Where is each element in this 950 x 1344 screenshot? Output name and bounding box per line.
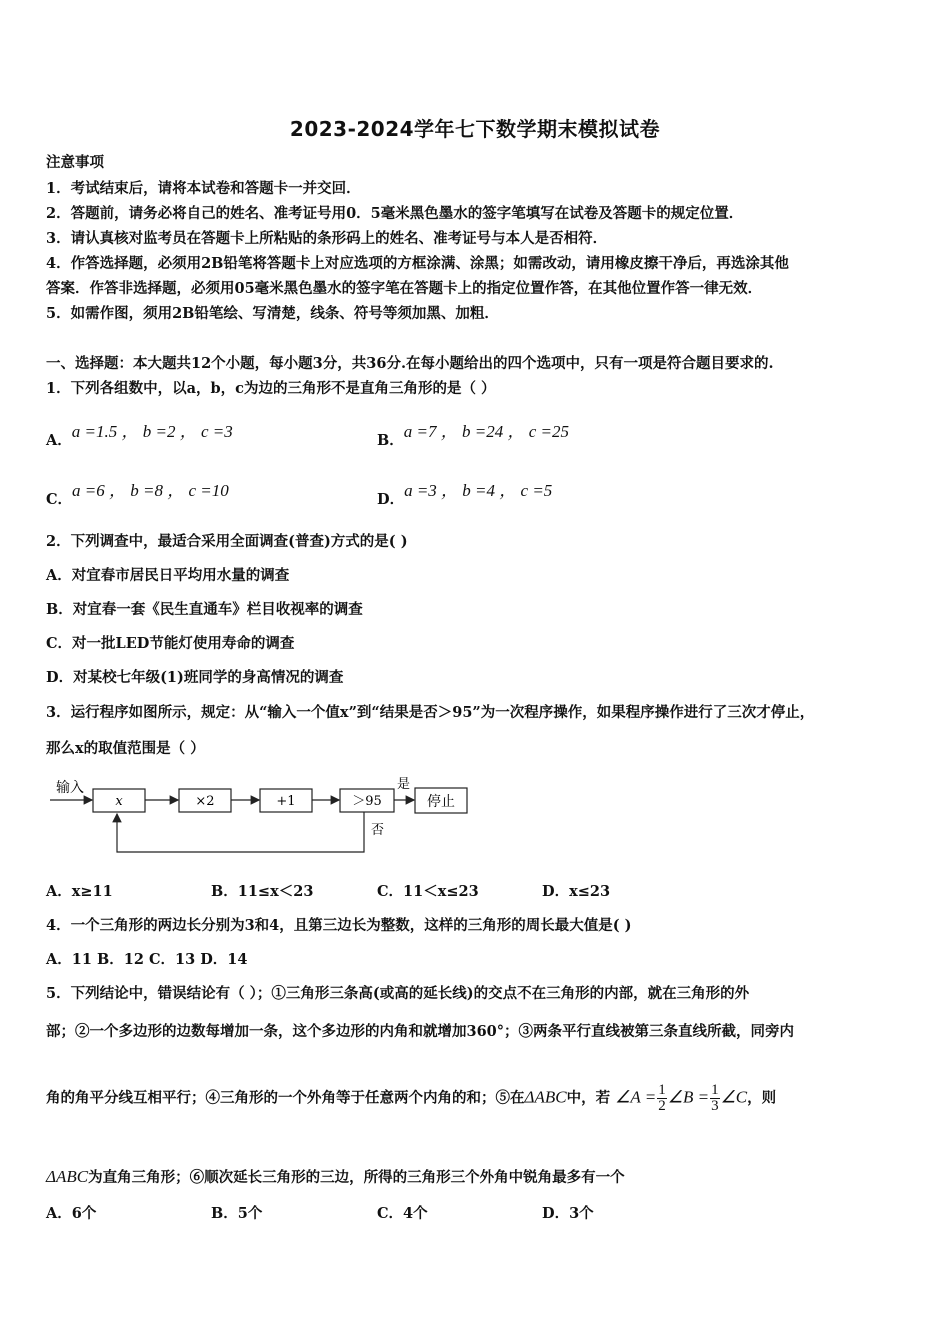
q5-text: 中，若 bbox=[566, 1089, 611, 1107]
question-5-line-2: 部；②一个多边形的边数每增加一条，这个多边形的内角和就增加360°；③两条平行直线被第三条直线所截，同旁内 bbox=[46, 1023, 795, 1040]
flow-loop-back-line bbox=[117, 812, 364, 852]
notice-heading: 注意事项 bbox=[46, 154, 104, 171]
q2-option-c: C．对一批LED节能灯使用寿命的调查 bbox=[46, 635, 295, 652]
fraction-one-half: $\frac{1}{2}$ bbox=[658, 1082, 666, 1114]
flow-box-text: ×2 bbox=[195, 794, 215, 809]
q5-option-c: C．4个 bbox=[377, 1205, 428, 1222]
notice-item: 4．作答选择题，必须用2B铅笔将答题卡上对应选项的方框涂满、涂黑；如需改动，请用橡皮擦干净后，再选涂其他 bbox=[46, 255, 789, 272]
flow-yes-label: 是 bbox=[397, 777, 411, 792]
q3-option-b: B．11≤x＜23 bbox=[211, 883, 314, 900]
question-5-line-1: 5．下列结论中，错误结论有（ ）；①三角形三条高(或高的延长线)的交点不在三角形的内部，就在三角形的外 bbox=[46, 985, 750, 1002]
q5-option-a: A．6个 bbox=[46, 1205, 97, 1222]
notice-item: 答案．作答非选择题，必须用05毫米黑色墨水的签字笔在答题卡上的指定位置作答，在其他位置作答一律无效． bbox=[46, 280, 763, 297]
angle-ratio-equation: ∠A = $\frac{1}{2}$ ∠B = $\frac{1}{3}$ ∠C bbox=[615, 1082, 748, 1114]
option-label: C． bbox=[46, 491, 73, 508]
q5-text: 角的角平分线互相平行；④三角形的一个外角等于任意两个内角的和；⑤在 bbox=[46, 1089, 525, 1107]
q5-text: 为直角三角形；⑥顺次延长三角形的三边，所得的三角形三个外角中锐角最多有一个 bbox=[88, 1169, 625, 1186]
question-5-line-3 bbox=[46, 1083, 776, 1114]
flow-box-text: ＞95 bbox=[352, 794, 382, 809]
triangle-abc: ΔABC bbox=[524, 1087, 567, 1107]
notice-item: 1．考试结束后，请将本试卷和答题卡一并交回． bbox=[46, 180, 361, 197]
q3-option-d: D．x≤23 bbox=[542, 883, 611, 900]
page-title: 2023-2024学年七下数学期末模拟试卷 bbox=[289, 117, 661, 141]
flow-box-text: x bbox=[115, 794, 123, 809]
q5-option-b: B．5个 bbox=[211, 1205, 263, 1222]
q1-option-a bbox=[46, 417, 233, 449]
fraction-one-third: $\frac{1}{3}$ bbox=[711, 1082, 719, 1114]
section-heading: 一、选择题：本大题共12个小题，每小题3分，共36分.在每小题给出的四个选项中，只有一项是符合题目要求的. bbox=[46, 355, 774, 372]
q5-option-d: D．3个 bbox=[542, 1205, 594, 1222]
option-label: A． bbox=[46, 432, 72, 449]
q5-text: ，则 bbox=[747, 1089, 777, 1107]
notice-item: 3．请认真核对监考员在答题卡上所粘贴的条形码上的姓名、准考证号与本人是否相符． bbox=[46, 230, 608, 247]
option-expression: a =3 ， b =4 ， c =5 bbox=[404, 481, 553, 500]
q1-option-d bbox=[377, 476, 553, 508]
option-expression: a =6 ， b =8 ， c =10 bbox=[72, 481, 229, 500]
q3-option-a: A．x≥11 bbox=[46, 883, 113, 900]
option-expression: a =7 ， b =24 ， c =25 bbox=[403, 422, 569, 441]
question-4-stem: 4．一个三角形的两边长分别为3和4，且第三边长为整数，这样的三角形的周长最大值是( ) bbox=[46, 917, 632, 934]
question-1-stem: 1．下列各组数中，以a，b，c为边的三角形不是直角三角形的是（ ） bbox=[46, 380, 496, 397]
q2-option-a: A．对宜春市居民日平均用水量的调查 bbox=[46, 567, 290, 584]
q2-option-d: D．对某校七年级(1)班同学的身高情况的调查 bbox=[46, 669, 344, 686]
q2-option-b: B．对宜春一套《民生直通车》栏目收视率的调查 bbox=[46, 601, 363, 618]
question-2-stem: 2．下列调查中，最适合采用全面调查(普查)方式的是( ) bbox=[46, 533, 408, 550]
option-expression: a =1.5 ， b =2 ， c =3 bbox=[71, 422, 233, 441]
question-3-stem-cont: 那么x的取值范围是（ ） bbox=[46, 740, 205, 757]
q3-option-c: C．11＜x≤23 bbox=[377, 883, 479, 900]
q1-option-b bbox=[377, 417, 569, 449]
question-5-line-4 bbox=[46, 1166, 625, 1187]
notice-item: 2．答题前，请务必将自己的姓名、准考证号用0．5毫米黑色墨水的签字笔填写在试卷及答题卡的规定位置． bbox=[46, 205, 744, 222]
triangle-abc: ΔABC bbox=[46, 1167, 89, 1186]
question-3-stem: 3．运行程序如图所示，规定：从“输入一个值x”到“结果是否＞95”为一次程序操作，如果程序操作进行了三次才停止， bbox=[46, 704, 815, 721]
option-label: D． bbox=[377, 491, 405, 508]
q1-option-c bbox=[46, 476, 229, 508]
flow-no-label: 否 bbox=[371, 823, 385, 838]
notice-item: 5．如需作图，须用2B铅笔绘、写清楚，线条、符号等须加黑、加粗． bbox=[46, 305, 499, 322]
option-label: B． bbox=[377, 432, 404, 449]
q4-options: A．11 B．12 C．13 D．14 bbox=[46, 951, 248, 968]
flow-box-text: 停止 bbox=[427, 794, 455, 810]
flow-input-label: 输入 bbox=[56, 780, 84, 796]
program-flowchart bbox=[40, 772, 480, 858]
flow-box-text: +1 bbox=[276, 794, 296, 809]
